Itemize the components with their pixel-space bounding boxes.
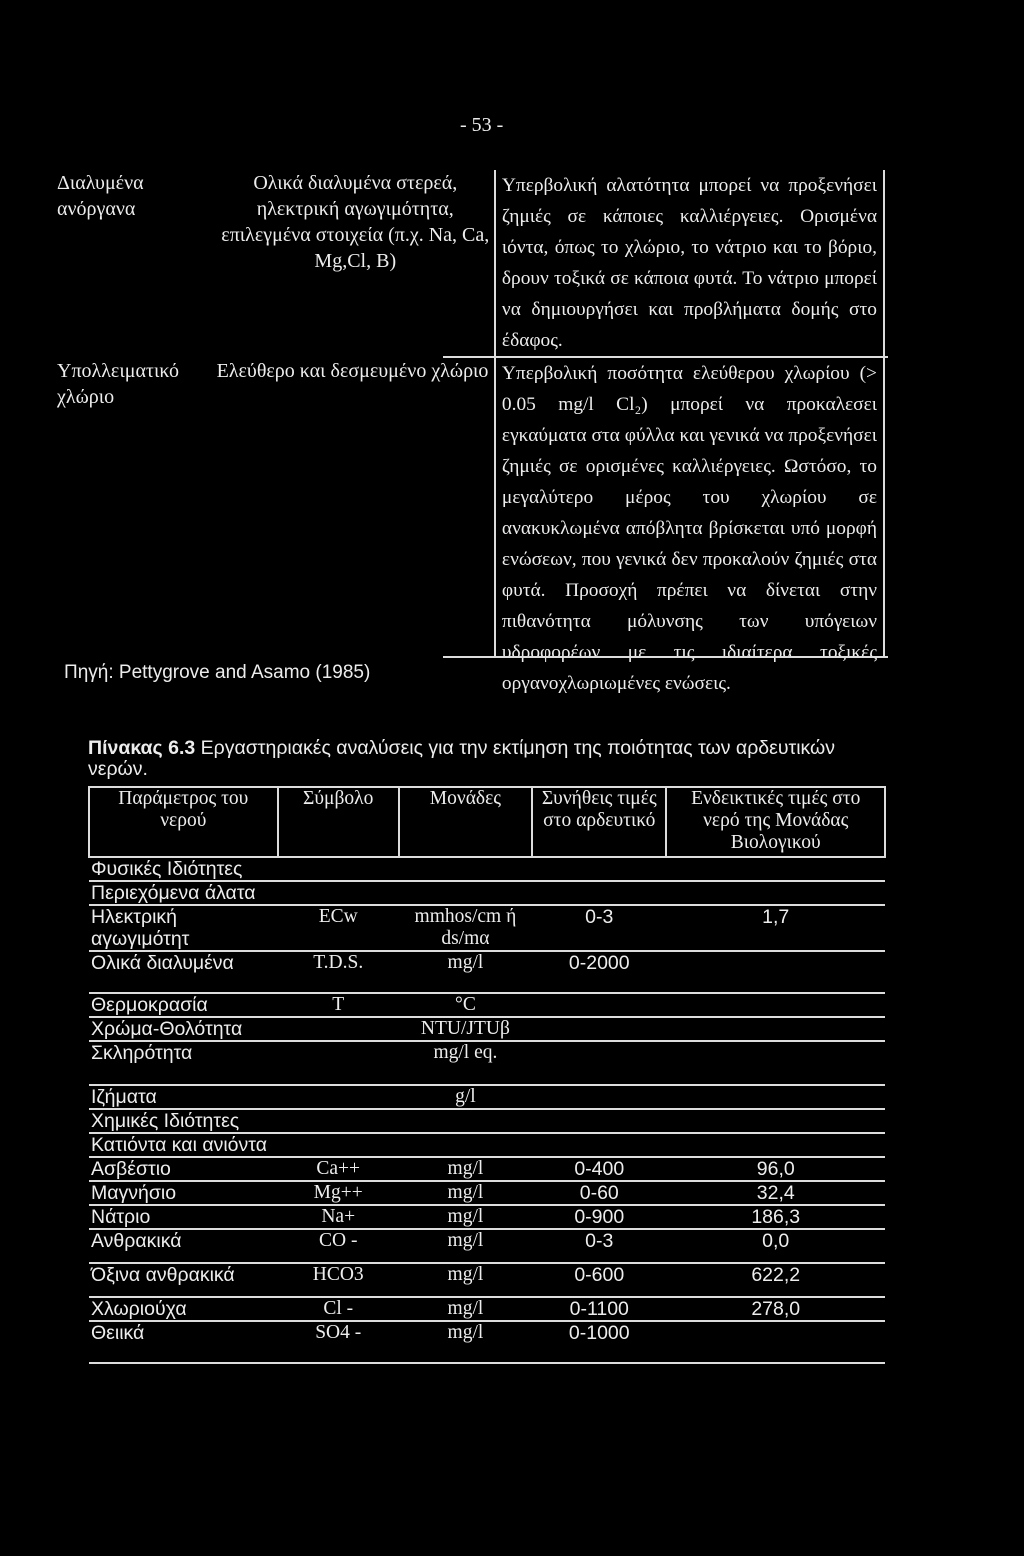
unit-cell: °C — [455, 994, 476, 1015]
parameter-name-cell: Σκληρότητα — [91, 1042, 193, 1064]
table-row — [89, 1321, 885, 1363]
symbol-cell — [278, 1017, 399, 1041]
unit-cell: mg/l — [447, 1206, 484, 1227]
table-row — [89, 1109, 885, 1133]
unit-cell: mg/l — [447, 1298, 484, 1319]
symbol-cell: Na+ — [321, 1206, 356, 1227]
unit-cell: NTU/JTUβ — [420, 1018, 510, 1039]
symbol-cell: Mg++ — [313, 1182, 363, 1203]
header-parameter: Παράμετρος του νερού — [89, 787, 278, 857]
effect-cell: Υπερβολική ποσότητα ελεύθερου χλωρίου (> 0.05 mg/l Cl₂) μπορεί να προκαλεσει εγκαύματα στα φύλλα και γενικά να προξενήσει ζημιές σε ορισμένες καλλιέργειες. Ωστόσο, το μεγαλύτερο μέρος του χλωρίου σε ανακυκλωμένα απόβλητα βρίσκεται υπό μορφή ενώσεων, που γενικά δεν προκαλούν ζημιές στα φυτά. Προσοχή πρέπει να δίνεται στην πιθανότητα μόλυνσης των υπόγειων υδροφορέων με τις ιδιαίτερα τοξικές οργανοχλωριωμένες ενώσεις. — [494, 358, 885, 656]
unit-cell — [399, 881, 532, 905]
indicative-value-cell — [666, 881, 885, 905]
indicative-value-cell: 96,0 — [756, 1158, 795, 1180]
unit-cell: mg/l — [447, 1230, 484, 1251]
typical-value-cell — [532, 1041, 666, 1085]
indicative-value-cell: 186,3 — [751, 1206, 801, 1228]
table-source: Πηγή: Pettygrove and Asamo (1985) — [64, 662, 371, 683]
typical-value-cell — [532, 1085, 666, 1109]
typical-value-cell: 0-3 — [585, 906, 614, 928]
symbol-cell: T.D.S. — [313, 952, 364, 973]
symbol-cell — [278, 1085, 399, 1109]
divider — [443, 356, 888, 358]
symbol-cell: Ca++ — [316, 1158, 361, 1179]
header-row — [89, 787, 885, 857]
table-row — [89, 1297, 885, 1321]
table-row — [89, 881, 885, 905]
table-row — [89, 1085, 885, 1109]
parameter-name-cell: Φυσικές Ιδιότητες — [91, 858, 243, 880]
page-number: - 53 - — [460, 114, 504, 136]
symbol-cell: SO4 - — [315, 1322, 362, 1343]
symbol-cell: ECw — [318, 906, 358, 927]
table-row — [89, 1205, 885, 1229]
typical-value-cell — [532, 993, 666, 1017]
table-row — [89, 1133, 885, 1157]
caption-label: Πίνακας 6.3 — [88, 737, 196, 759]
table-row — [89, 1157, 885, 1181]
typical-value-cell — [532, 881, 666, 905]
indicative-value-cell — [666, 1085, 885, 1109]
table-row — [89, 1041, 885, 1085]
indicative-value-cell — [666, 1041, 885, 1085]
symbol-cell: Cl - — [323, 1298, 354, 1319]
table-row — [89, 1229, 885, 1263]
caption-text: Εργαστηριακές αναλύσεις για την εκτίμηση της ποιότητας των αρδευτικών — [195, 737, 836, 759]
caption-continuation: νερών. — [88, 758, 148, 780]
typical-value-cell: 0-1000 — [568, 1322, 630, 1344]
parameter-name-cell: Ασβέστιο — [91, 1158, 171, 1180]
header-symbol: Σύμβολο — [278, 787, 399, 857]
indicative-value-cell — [666, 1321, 885, 1363]
indicative-value-cell: 1,7 — [762, 906, 790, 928]
table-row — [89, 1017, 885, 1041]
table-row — [89, 857, 885, 881]
table-row — [57, 170, 885, 356]
header-indicative: Ενδεικτικές τιμές στο νερό της Μονάδας Βιολογικού — [666, 787, 885, 857]
symbol-cell: CO - — [318, 1230, 358, 1251]
parameter-name-cell: Κατιόντα και ανιόντα — [91, 1134, 267, 1156]
indicative-value-cell: 278,0 — [751, 1298, 801, 1320]
indicative-value-cell — [666, 951, 885, 993]
unit-cell: mg/l — [447, 1264, 484, 1285]
unit-cell: mmhos/cm ή ds/mα — [414, 906, 517, 949]
indicative-value-cell — [666, 1017, 885, 1041]
unit-cell — [399, 1133, 532, 1157]
indicative-value-cell — [666, 993, 885, 1017]
table-caption — [88, 734, 908, 762]
typical-value-cell — [532, 1017, 666, 1041]
table-row — [89, 1263, 885, 1297]
indicative-value-cell: 32,4 — [756, 1182, 795, 1204]
indicative-value-cell — [666, 857, 885, 881]
unit-cell: mg/l eq. — [433, 1042, 498, 1063]
symbol-cell — [278, 1133, 399, 1157]
unit-cell: mg/l — [447, 1322, 484, 1343]
indicative-value-cell — [666, 1109, 885, 1133]
table-row — [89, 951, 885, 993]
parameter-name-cell: Όξινα ανθρακικά — [91, 1264, 235, 1286]
effect-cell: Υπερβολική αλατότητα μπορεί να προξενήσει ζημιές σε κάποιες καλλιέργειες. Ορισμένα ιόντα, όπως το χλώριο, το νάτριο και το βόριο, δρουν τοξικά σε κάποια φυτά. Το νάτριο μπορεί να δημιουργήσει και προβλήματα δομής στο έδαφος. — [494, 170, 885, 356]
parameter-name-cell: Χλωριούχα — [91, 1298, 187, 1320]
typical-value-cell — [532, 857, 666, 881]
indicative-value-cell: 622,2 — [751, 1264, 801, 1286]
unit-cell: mg/l — [447, 1182, 484, 1203]
symbol-cell — [278, 857, 399, 881]
symbol-cell: HCO3 — [312, 1264, 364, 1285]
typical-value-cell: 0-1100 — [569, 1298, 629, 1320]
indicative-value-cell: 0,0 — [762, 1230, 790, 1252]
typical-value-cell: 0-600 — [574, 1264, 625, 1286]
typical-value-cell: 0-3 — [585, 1230, 614, 1252]
typical-value-cell — [532, 1133, 666, 1157]
parameter-cell: Ολικά διαλυμένα στερεά, ηλεκτρική αγωγιμότητα, επιλεγμένα στοιχεία (π.χ. Na, Ca, Mg,Cl, B) — [221, 172, 490, 272]
unit-cell — [399, 1109, 532, 1133]
parameter-name-cell: Χημικές Ιδιότητες — [91, 1110, 240, 1132]
unit-cell — [399, 857, 532, 881]
parameter-cell: Ελεύθερο και δεσμευμένο χλώριο — [216, 360, 489, 382]
typical-value-cell: 0-400 — [574, 1158, 625, 1180]
parameter-name-cell: Ανθρακικά — [91, 1230, 182, 1252]
typical-value-cell: 0-2000 — [568, 952, 630, 974]
table-row — [89, 993, 885, 1017]
typical-value-cell — [532, 1109, 666, 1133]
category-cell: Διαλυμένα ανόργανα — [57, 172, 144, 220]
symbol-cell: T — [332, 994, 345, 1015]
parameter-name-cell: Ιζήματα — [91, 1086, 157, 1108]
typical-value-cell: 0-60 — [579, 1182, 619, 1204]
symbol-cell — [278, 881, 399, 905]
parameter-name-cell: Χρώμα-Θολότητα — [91, 1018, 243, 1040]
parameter-name-cell: Περιεχόμενα άλατα — [91, 882, 256, 904]
unit-cell: mg/l — [447, 1158, 484, 1179]
parameter-name-cell: Θερμοκρασία — [91, 994, 208, 1016]
table-body — [89, 857, 885, 1363]
table-row — [89, 1181, 885, 1205]
table-row — [89, 905, 885, 951]
symbol-cell — [278, 1041, 399, 1085]
indicative-value-cell — [666, 1133, 885, 1157]
header-units: Μονάδες — [399, 787, 532, 857]
parameter-name-cell: Ηλεκτρική αγωγιμότητ — [91, 906, 190, 950]
unit-cell: g/l — [455, 1086, 476, 1107]
lab-analysis-table — [88, 786, 886, 1364]
divider — [443, 656, 888, 658]
typical-value-cell: 0-900 — [574, 1206, 625, 1228]
parameter-name-cell: Θειικά — [91, 1322, 145, 1344]
category-cell: Υπολλειματικό χλώριο — [57, 360, 179, 408]
header-typical: Συνήθεις τιμές στο αρδευτικό — [532, 787, 666, 857]
parameter-name-cell: Μαγνήσιο — [91, 1182, 177, 1204]
parameter-name-cell: Ολικά διαλυμένα — [91, 952, 234, 974]
unit-cell: mg/l — [447, 952, 484, 973]
parameter-name-cell: Νάτριο — [91, 1206, 151, 1228]
symbol-cell — [278, 1109, 399, 1133]
